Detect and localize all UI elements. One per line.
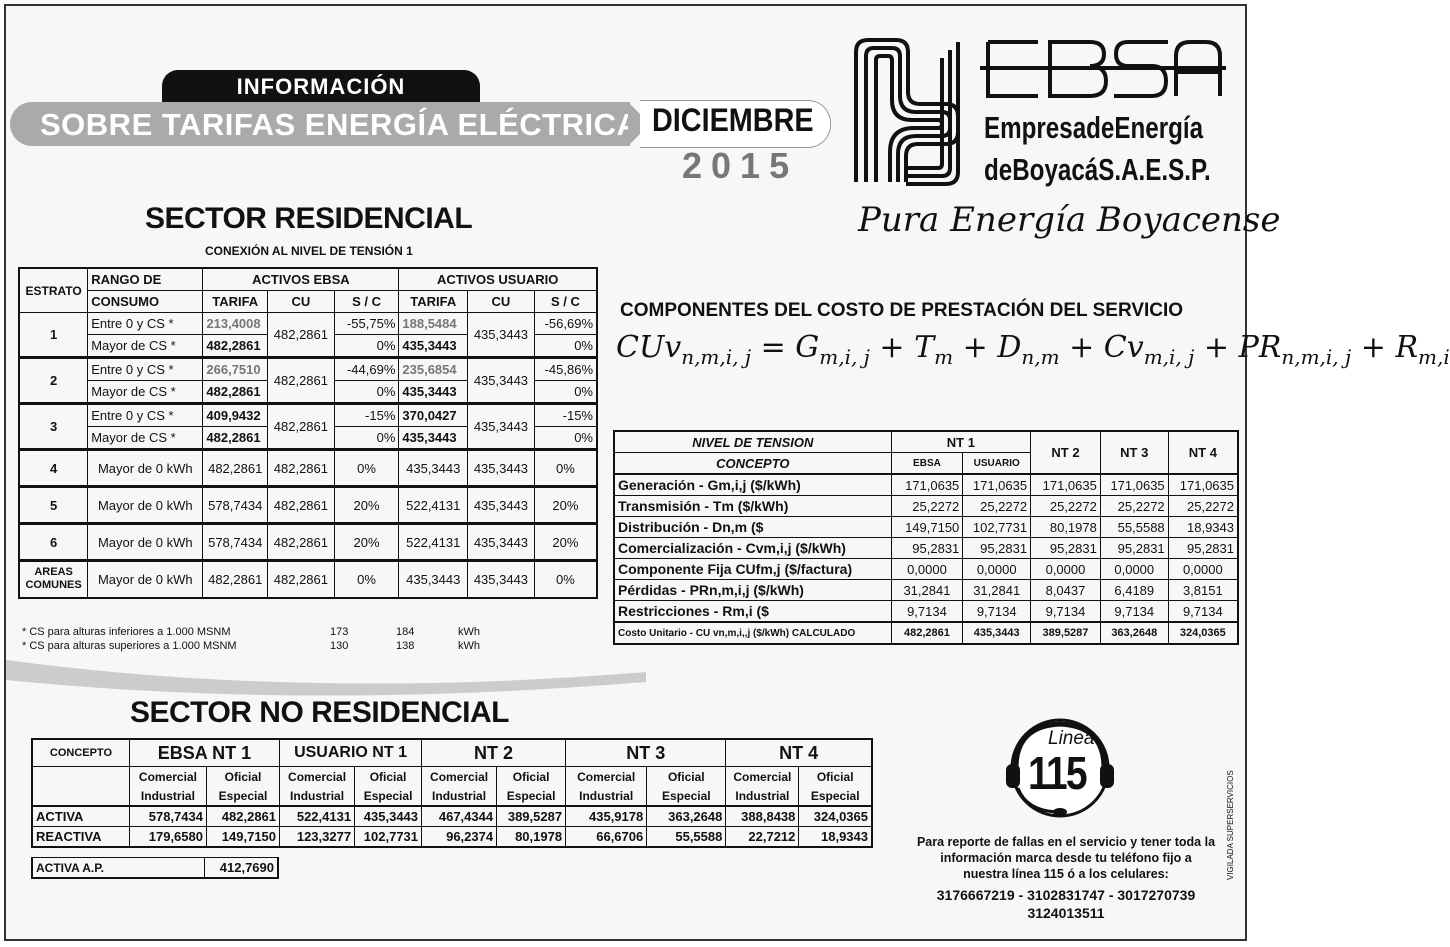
component-value: 171,0635 — [1100, 474, 1168, 496]
non-residential-title: SECTOR NO RESIDENCIAL — [130, 696, 509, 729]
sc-usuario-cell: 20% — [534, 524, 597, 561]
phone-line: 3176667219 - 3102831747 - 3017270739 — [936, 887, 1196, 903]
contact-line: información marca desde tu teléfono fijo a — [940, 851, 1192, 865]
rate-value: 467,4344 — [422, 806, 497, 827]
note-value: 130 — [330, 640, 349, 652]
component-value: 0,0000 — [891, 559, 963, 580]
sc-cell: 0% — [334, 561, 399, 598]
row-label: ACTIVA — [32, 806, 129, 827]
cu-usuario-cell: 435,3443 — [468, 404, 535, 450]
header-activos-ebsa: ACTIVOS EBSA — [203, 268, 399, 291]
rate-value: 96,2374 — [422, 827, 497, 848]
component-value: 6,4189 — [1100, 580, 1168, 601]
component-value: 0,0000 — [1031, 559, 1101, 580]
rate-value: 149,7150 — [206, 827, 279, 848]
component-value: 171,0635 — [1031, 474, 1101, 496]
rate-value: 389,5287 — [497, 806, 566, 827]
total-value: 324,0365 — [1168, 622, 1238, 644]
sc-usuario-cell: 20% — [534, 487, 597, 524]
total-value: 482,2861 — [891, 622, 963, 644]
tarifa-cell: 578,7434 — [203, 487, 268, 524]
header-comercial: Comercial — [280, 767, 355, 787]
header-usuario: USUARIO — [963, 453, 1031, 475]
sc-cell: -44,69% — [334, 358, 399, 381]
cu-cell: 482,2861 — [268, 358, 335, 404]
note-value: 184 — [396, 626, 415, 638]
component-value: 171,0635 — [1168, 474, 1238, 496]
areas-label: AREAS — [34, 566, 73, 579]
banner-title: SOBRE TARIFAS ENERGÍA ELÉCTRICA — [10, 102, 630, 146]
header-sc: S / C — [334, 291, 399, 313]
row-label: REACTIVA — [32, 827, 129, 848]
header-activos-usuario: ACTIVOS USUARIO — [399, 268, 597, 291]
component-value: 95,2831 — [1100, 538, 1168, 559]
rate-value: 578,7434 — [129, 806, 206, 827]
header-especial: Especial — [647, 786, 726, 806]
tarifa-usuario-cell: 435,3443 — [399, 381, 468, 404]
rango-cell: Entre 0 y CS * — [88, 358, 203, 381]
tarifa-usuario-cell: 522,4131 — [399, 487, 468, 524]
rate-value: 522,4131 — [280, 806, 355, 827]
components-table — [613, 430, 1239, 645]
cu-usuario-cell: 435,3443 — [468, 487, 535, 524]
header-especial: Especial — [355, 786, 422, 806]
sc-cell: 0% — [334, 450, 399, 487]
components-title: COMPONENTES DEL COSTO DE PRESTACIÓN DEL SERVICIO — [620, 300, 1184, 321]
header-group: NT 4 — [726, 739, 872, 767]
component-label: Componente Fija CUfm,j ($/factura) — [614, 559, 891, 580]
formula-sub: m,i — [1418, 345, 1450, 369]
total-value: 363,2648 — [1100, 622, 1168, 644]
tarifa-usuario-cell: 435,3443 — [399, 427, 468, 450]
component-value: 95,2831 — [1031, 538, 1101, 559]
formula-sub: n,m — [1021, 345, 1060, 369]
sc-usuario-cell: -45,86% — [534, 358, 597, 381]
formula-term: PR — [1238, 330, 1282, 365]
tarifa-usuario-cell: 435,3443 — [399, 335, 468, 358]
header-nt1: NT 1 — [891, 431, 1031, 453]
sc-usuario-cell: 0% — [534, 561, 597, 598]
rate-value: 66,6706 — [566, 827, 647, 848]
cu-usuario-cell: 435,3443 — [468, 524, 535, 561]
tarifa-usuario-cell: 522,4131 — [399, 524, 468, 561]
header-especial: Especial — [497, 786, 566, 806]
sc-cell: 0% — [334, 381, 399, 404]
header-oficial: Oficial — [497, 767, 566, 787]
note-line: * CS para alturas superiores a 1.000 MSNM — [22, 640, 237, 652]
sc-usuario-cell: -15% — [534, 404, 597, 427]
estrato-cell: 6 — [19, 524, 88, 561]
formula-sub: n,m,i, j — [1281, 345, 1352, 369]
header-comercial: Comercial — [726, 767, 799, 787]
tarifa-cell: 409,9432 — [203, 404, 268, 427]
component-value: 95,2831 — [963, 538, 1031, 559]
sc-usuario-cell: 0% — [534, 450, 597, 487]
component-value: 31,2841 — [891, 580, 963, 601]
sc-usuario-cell: 0% — [534, 381, 597, 404]
formula-term: CUv — [616, 330, 682, 365]
estrato-cell: 4 — [19, 450, 88, 487]
cu-usuario-cell: 435,3443 — [468, 450, 535, 487]
header-industrial: Industrial — [280, 786, 355, 806]
tarifa-usuario-cell: 188,5484 — [399, 313, 468, 335]
header-industrial: Industrial — [129, 786, 206, 806]
component-value: 9,7134 — [1031, 601, 1101, 623]
formula-sub: n,m,i, j — [681, 345, 752, 369]
component-label: Generación - Gm,i,j ($/kWh) — [614, 474, 891, 496]
formula-sub: m — [934, 345, 954, 369]
note-value: 173 — [330, 626, 349, 638]
phone-line: 3124013511 — [1027, 905, 1105, 921]
sc-usuario-cell: 0% — [534, 335, 597, 358]
header-comercial: Comercial — [129, 767, 206, 787]
residential-title: SECTOR RESIDENCIAL — [145, 202, 473, 235]
cu-cell: 482,2861 — [268, 404, 335, 450]
rate-value: 482,2861 — [206, 806, 279, 827]
component-value: 95,2831 — [891, 538, 963, 559]
header-sc-usuario: S / C — [534, 291, 597, 313]
phones — [910, 886, 1222, 922]
component-label: Transmisión - Tm ($/kWh) — [614, 496, 891, 517]
tarifa-usuario-cell: 435,3443 — [399, 561, 468, 598]
component-label: Restricciones - Rm,i ($ — [614, 601, 891, 623]
header-group: USUARIO NT 1 — [280, 739, 422, 767]
header-group: EBSA NT 1 — [129, 739, 279, 767]
comunes-label: COMUNES — [25, 579, 82, 592]
company-name-line1: EmpresadeEnergía — [984, 110, 1204, 145]
cu-usuario-cell: 435,3443 — [468, 313, 535, 358]
header-concepto: CONCEPTO — [32, 739, 129, 767]
company-name-line2: deBoyacáS.A.E.S.P. — [984, 152, 1211, 187]
header-estrato: ESTRATO — [19, 268, 88, 313]
header-cu: CU — [268, 291, 335, 313]
component-value: 31,2841 — [963, 580, 1031, 601]
linea-label: Linea — [1048, 728, 1095, 749]
header-oficial: Oficial — [647, 767, 726, 787]
sc-cell: 0% — [334, 335, 399, 358]
tarifa-cell: 482,2861 — [203, 450, 268, 487]
rate-value: 123,3277 — [280, 827, 355, 848]
contact-line: nuestra línea 115 ó a los celulares: — [963, 867, 1169, 881]
formula-term: D — [997, 330, 1022, 365]
header-especial: Especial — [206, 786, 279, 806]
component-value: 25,2272 — [963, 496, 1031, 517]
rango-cell: Mayor de 0 kWh — [88, 487, 203, 524]
estrato-cell: 3 — [19, 404, 88, 450]
header-empty — [32, 767, 129, 807]
component-value: 0,0000 — [1100, 559, 1168, 580]
tarifa-cell: 482,2861 — [203, 381, 268, 404]
tarifa-cell: 482,2861 — [203, 427, 268, 450]
rate-value: 435,3443 — [355, 806, 422, 827]
formula-term: R — [1395, 330, 1419, 365]
header-rango: RANGO DE — [88, 268, 203, 291]
component-value: 9,7134 — [963, 601, 1031, 623]
rate-value: 388,8438 — [726, 806, 799, 827]
cu-cell: 482,2861 — [268, 313, 335, 358]
component-value: 25,2272 — [1100, 496, 1168, 517]
component-value: 3,8151 — [1168, 580, 1238, 601]
rango-cell: Mayor de CS * — [88, 335, 203, 358]
component-value: 25,2272 — [891, 496, 963, 517]
sc-usuario-cell: -56,69% — [534, 313, 597, 335]
cu-cell: 482,2861 — [268, 487, 335, 524]
tarifa-usuario-cell: 435,3443 — [399, 450, 468, 487]
component-value: 9,7134 — [1100, 601, 1168, 623]
info-label: INFORMACIÓN — [162, 70, 480, 102]
component-value: 0,0000 — [1168, 559, 1238, 580]
rango-cell: Mayor de 0 kWh — [88, 561, 203, 598]
cu-cell: 482,2861 — [268, 524, 335, 561]
contact-text — [910, 834, 1222, 882]
header-especial: Especial — [799, 786, 872, 806]
estrato-areas-comunes — [19, 561, 88, 598]
rate-value: 179,6580 — [129, 827, 206, 848]
component-value: 102,7731 — [963, 517, 1031, 538]
estrato-cell: 5 — [19, 487, 88, 524]
cu-cell: 482,2861 — [268, 561, 335, 598]
rate-value: 102,7731 — [355, 827, 422, 848]
sc-cell: 20% — [334, 487, 399, 524]
component-value: 25,2272 — [1168, 496, 1238, 517]
component-label: Comercialización - Cvm,i,j ($/kWh) — [614, 538, 891, 559]
ap-label: ACTIVA A.P. — [32, 858, 204, 879]
header-nivel: NIVEL DE TENSION — [614, 431, 891, 453]
note-unit: kWh — [458, 640, 480, 652]
rate-value: 80,1978 — [497, 827, 566, 848]
rango-cell: Entre 0 y CS * — [88, 313, 203, 335]
non-residential-table — [31, 738, 873, 848]
header-nt3: NT 3 — [1100, 431, 1168, 474]
formula-sub: m,i, j — [1143, 345, 1195, 369]
component-value: 171,0635 — [891, 474, 963, 496]
sc-cell: 0% — [334, 427, 399, 450]
ebsa-logo-word — [978, 34, 1228, 104]
total-value: 435,3443 — [963, 622, 1031, 644]
header-industrial: Industrial — [422, 786, 497, 806]
component-value: 25,2272 — [1031, 496, 1101, 517]
tagline: Pura Energía Boyacense — [858, 200, 1281, 240]
cost-formula: $CUv_{n,m,i, j} = G_{m,i, j} + T_m + D_{n,m} + Cv_{m,i, j} + PR_{n,m,i, j} + R_{m,i}$ — [616, 330, 1450, 369]
header-consumo: CONSUMO — [88, 291, 203, 313]
ap-value: 412,7690 — [204, 858, 278, 879]
header-comercial: Comercial — [566, 767, 647, 787]
rango-cell: Entre 0 y CS * — [88, 404, 203, 427]
header-tarifa: TARIFA — [203, 291, 268, 313]
component-value: 55,5588 — [1100, 517, 1168, 538]
formula-sub: m,i, j — [819, 345, 870, 369]
header-concepto: CONCEPTO — [614, 453, 891, 475]
rate-value: 22,7212 — [726, 827, 799, 848]
vigilada-label: VIGILADA SUPERSERVICIOS — [1226, 770, 1235, 880]
rate-value: 324,0365 — [799, 806, 872, 827]
formula-term: Cv — [1103, 330, 1144, 365]
total-label: Costo Unitario - CU vn,m,i,,j ($/kWh) CALCULADO — [614, 622, 891, 644]
header-oficial: Oficial — [355, 767, 422, 787]
header-cu-usuario: CU — [468, 291, 535, 313]
component-label: Pérdidas - PRn,m,i,j ($/kWh) — [614, 580, 891, 601]
year: 2015 — [682, 145, 799, 186]
cu-usuario-cell: 435,3443 — [468, 358, 535, 404]
component-value: 9,7134 — [891, 601, 963, 623]
header-oficial: Oficial — [206, 767, 279, 787]
rango-cell: Mayor de 0 kWh — [88, 524, 203, 561]
component-value: 171,0635 — [963, 474, 1031, 496]
estrato-cell: 2 — [19, 358, 88, 404]
rango-cell: Mayor de CS * — [88, 427, 203, 450]
component-value: 149,7150 — [891, 517, 963, 538]
header-nt2: NT 2 — [1031, 431, 1101, 474]
rate-value: 363,2648 — [647, 806, 726, 827]
tarifa-cell: 482,2861 — [203, 561, 268, 598]
sc-cell: -55,75% — [334, 313, 399, 335]
linea-number: 115 — [1028, 747, 1086, 799]
header-oficial: Oficial — [799, 767, 872, 787]
total-value: 389,5287 — [1031, 622, 1101, 644]
note-line: * CS para alturas inferiores a 1.000 MSNM — [22, 626, 231, 638]
note-value: 138 — [396, 640, 415, 652]
rate-value: 435,9178 — [566, 806, 647, 827]
tarifa-usuario-cell: 370,0427 — [399, 404, 468, 427]
header-comercial: Comercial — [422, 767, 497, 787]
rate-value: 55,5588 — [647, 827, 726, 848]
note-unit: kWh — [458, 626, 480, 638]
component-value: 0,0000 — [963, 559, 1031, 580]
cu-cell: 482,2861 — [268, 450, 335, 487]
tarifa-cell: 482,2861 — [203, 335, 268, 358]
header-group: NT 2 — [422, 739, 566, 767]
header-ebsa: EBSA — [891, 453, 963, 475]
header-tarifa-usuario: TARIFA — [399, 291, 468, 313]
residential-subtitle: CONEXIÓN AL NIVEL DE TENSIÓN 1 — [205, 244, 413, 258]
component-value: 8,0437 — [1031, 580, 1101, 601]
residential-table — [18, 267, 598, 599]
component-value: 9,7134 — [1168, 601, 1238, 623]
tarifa-cell: 213,4008 — [203, 313, 268, 335]
formula-term: T — [914, 330, 935, 365]
cu-usuario-cell: 435,3443 — [468, 561, 535, 598]
contact-line: Para reporte de fallas en el servicio y tener toda la — [916, 835, 1216, 849]
component-value: 95,2831 — [1168, 538, 1238, 559]
rango-cell: Mayor de CS * — [88, 381, 203, 404]
component-value: 80,1978 — [1031, 517, 1101, 538]
tarifa-cell: 266,7510 — [203, 358, 268, 381]
rate-value: 18,9343 — [799, 827, 872, 848]
component-value: 18,9343 — [1168, 517, 1238, 538]
sc-cell: -15% — [334, 404, 399, 427]
estrato-cell: 1 — [19, 313, 88, 358]
ap-table — [31, 857, 279, 879]
rango-cell: Mayor de 0 kWh — [88, 450, 203, 487]
header-industrial: Industrial — [566, 786, 647, 806]
component-label: Distribución - Dn,m ($ — [614, 517, 891, 538]
header-nt4: NT 4 — [1168, 431, 1238, 474]
month: DICIEMBRE — [652, 102, 814, 138]
sc-usuario-cell: 0% — [534, 427, 597, 450]
tarifa-usuario-cell: 235,6854 — [399, 358, 468, 381]
sc-cell: 20% — [334, 524, 399, 561]
ebsa-logo-mark — [846, 32, 968, 192]
tarifa-cell: 578,7434 — [203, 524, 268, 561]
header-industrial: Industrial — [726, 786, 799, 806]
formula-term: G — [795, 330, 820, 365]
header-group: NT 3 — [566, 739, 726, 767]
